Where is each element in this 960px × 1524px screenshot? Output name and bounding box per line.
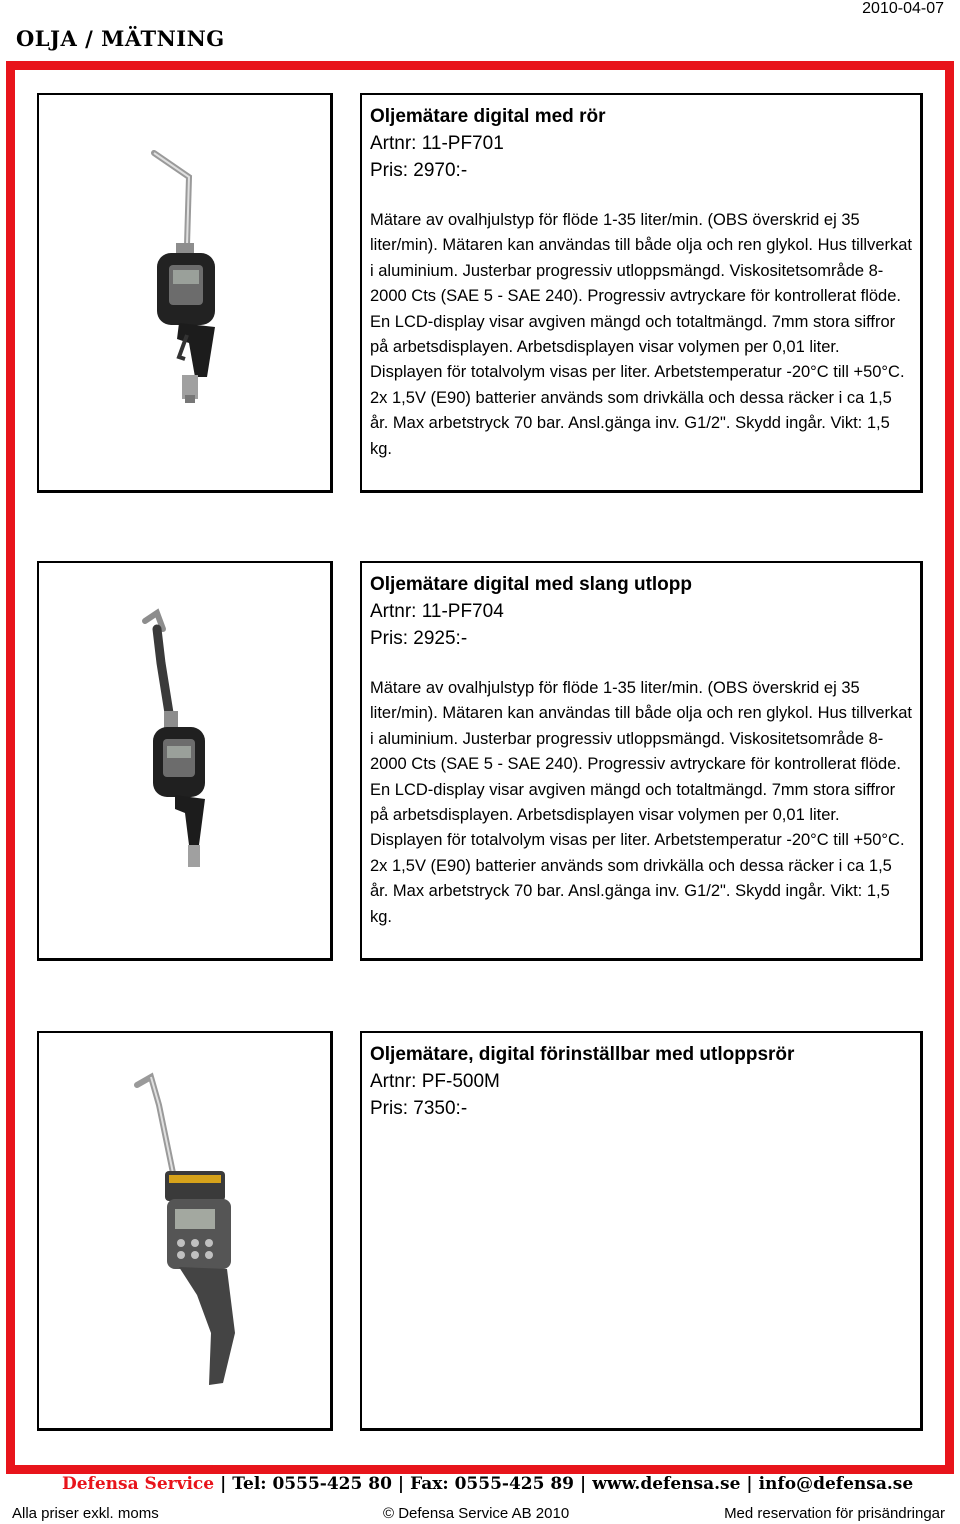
footer-web-link[interactable]: www.defensa.se [592, 1474, 741, 1494]
product-1-price: Pris: 2970:- [370, 160, 468, 181]
product-2-image [37, 561, 333, 961]
product-3-title: Oljemätare, digital förinställbar med utloppsrör [370, 1044, 795, 1065]
footer-separator: | [746, 1474, 753, 1494]
footer-separator: | [397, 1474, 405, 1494]
footer-fax: Fax: 0555-425 89 [410, 1474, 575, 1494]
footer-brand: Defensa Service [62, 1474, 215, 1494]
product-1-title: Oljemätare digital med rör [370, 106, 606, 127]
footer-phone: Tel: 0555-425 80 [232, 1474, 392, 1494]
oil-meter-preset-image [39, 1033, 330, 1428]
oil-meter-hose-image [39, 563, 330, 958]
footer-email-link[interactable]: info@defensa.se [758, 1474, 914, 1494]
oil-meter-rigid-pipe-image [39, 95, 330, 490]
product-2-info [360, 561, 923, 961]
product-3-info [360, 1031, 923, 1431]
footer-contact-line [62, 1474, 913, 1494]
product-3-image [37, 1031, 333, 1431]
product-1-image [37, 93, 333, 493]
product-2-price: Pris: 2925:- [370, 628, 468, 649]
page-title: OLJA / MÄTNING [16, 26, 225, 51]
product-3-artnr: Artnr: PF-500M [370, 1071, 500, 1092]
footer-separator: | [580, 1474, 587, 1494]
product-3-price: Pris: 7350:- [370, 1098, 468, 1119]
footer-price-note: Alla priser exkl. moms [12, 1505, 159, 1522]
footer-reservation-note: Med reservation för prisändringar [724, 1505, 945, 1522]
footer-copyright: © Defensa Service AB 2010 [383, 1505, 570, 1522]
product-1-info [360, 93, 923, 493]
product-2-description: Mätare av ovalhjulstyp för flöde 1-35 liter/min. (OBS överskrid ej 35 liter/min). Mätaren kan användas till både olja och ren glykol. Hus tillverkat i aluminium. Justerbar progressiv utloppsmängd. Viskositetsområde 8-2000 Cts (SAE 5 - SAE 240). Progressiv avtryckare för kontrollerat flöde. En LCD-display visar avgiven mängd och totaltmängd. 7mm stora siffror på arbetsdisplayen. Arbetsdisplayen visar volymen per 0,01 liter. Displayen för totalvolym visas per liter. Arbetstemperatur -20°C till +50°C. 2x 1,5V (E90) batterier används som drivkälla och dessa räcker i ca 1,5 år. Max arbetstryck 70 bar. Ansl.gänga inv. G1/2". Skydd ingår. Vikt: 1,5 kg. [370, 679, 913, 926]
product-2-title: Oljemätare digital med slang utlopp [370, 574, 692, 595]
document-date: 2010-04-07 [862, 0, 944, 17]
product-1-artnr: Artnr: 11-PF701 [370, 133, 504, 154]
product-2-artnr: Artnr: 11-PF704 [370, 601, 504, 622]
product-1-description: Mätare av ovalhjulstyp för flöde 1-35 liter/min. (OBS överskrid ej 35 liter/min). Mätaren kan användas till både olja och ren glykol. Hus tillverkat i aluminium. Justerbar progressiv utloppsmängd. Viskositetsområde 8-2000 Cts (SAE 5 - SAE 240). Progressiv avtryckare för kontrollerat flöde. En LCD-display visar avgiven mängd och totaltmängd. 7mm stora siffror på arbetsdisplayen. Arbetsdisplayen visar volymen per 0,01 liter. Displayen för totalvolym visas per liter. Arbetstemperatur -20°C till +50°C. 2x 1,5V (E90) batterier används som drivkälla och dessa räcker i ca 1,5 år. Max arbetstryck 70 bar. Ansl.gänga inv. G1/2". Skydd ingår. Vikt: 1,5 kg. [370, 211, 913, 458]
footer-separator: | [220, 1474, 227, 1494]
